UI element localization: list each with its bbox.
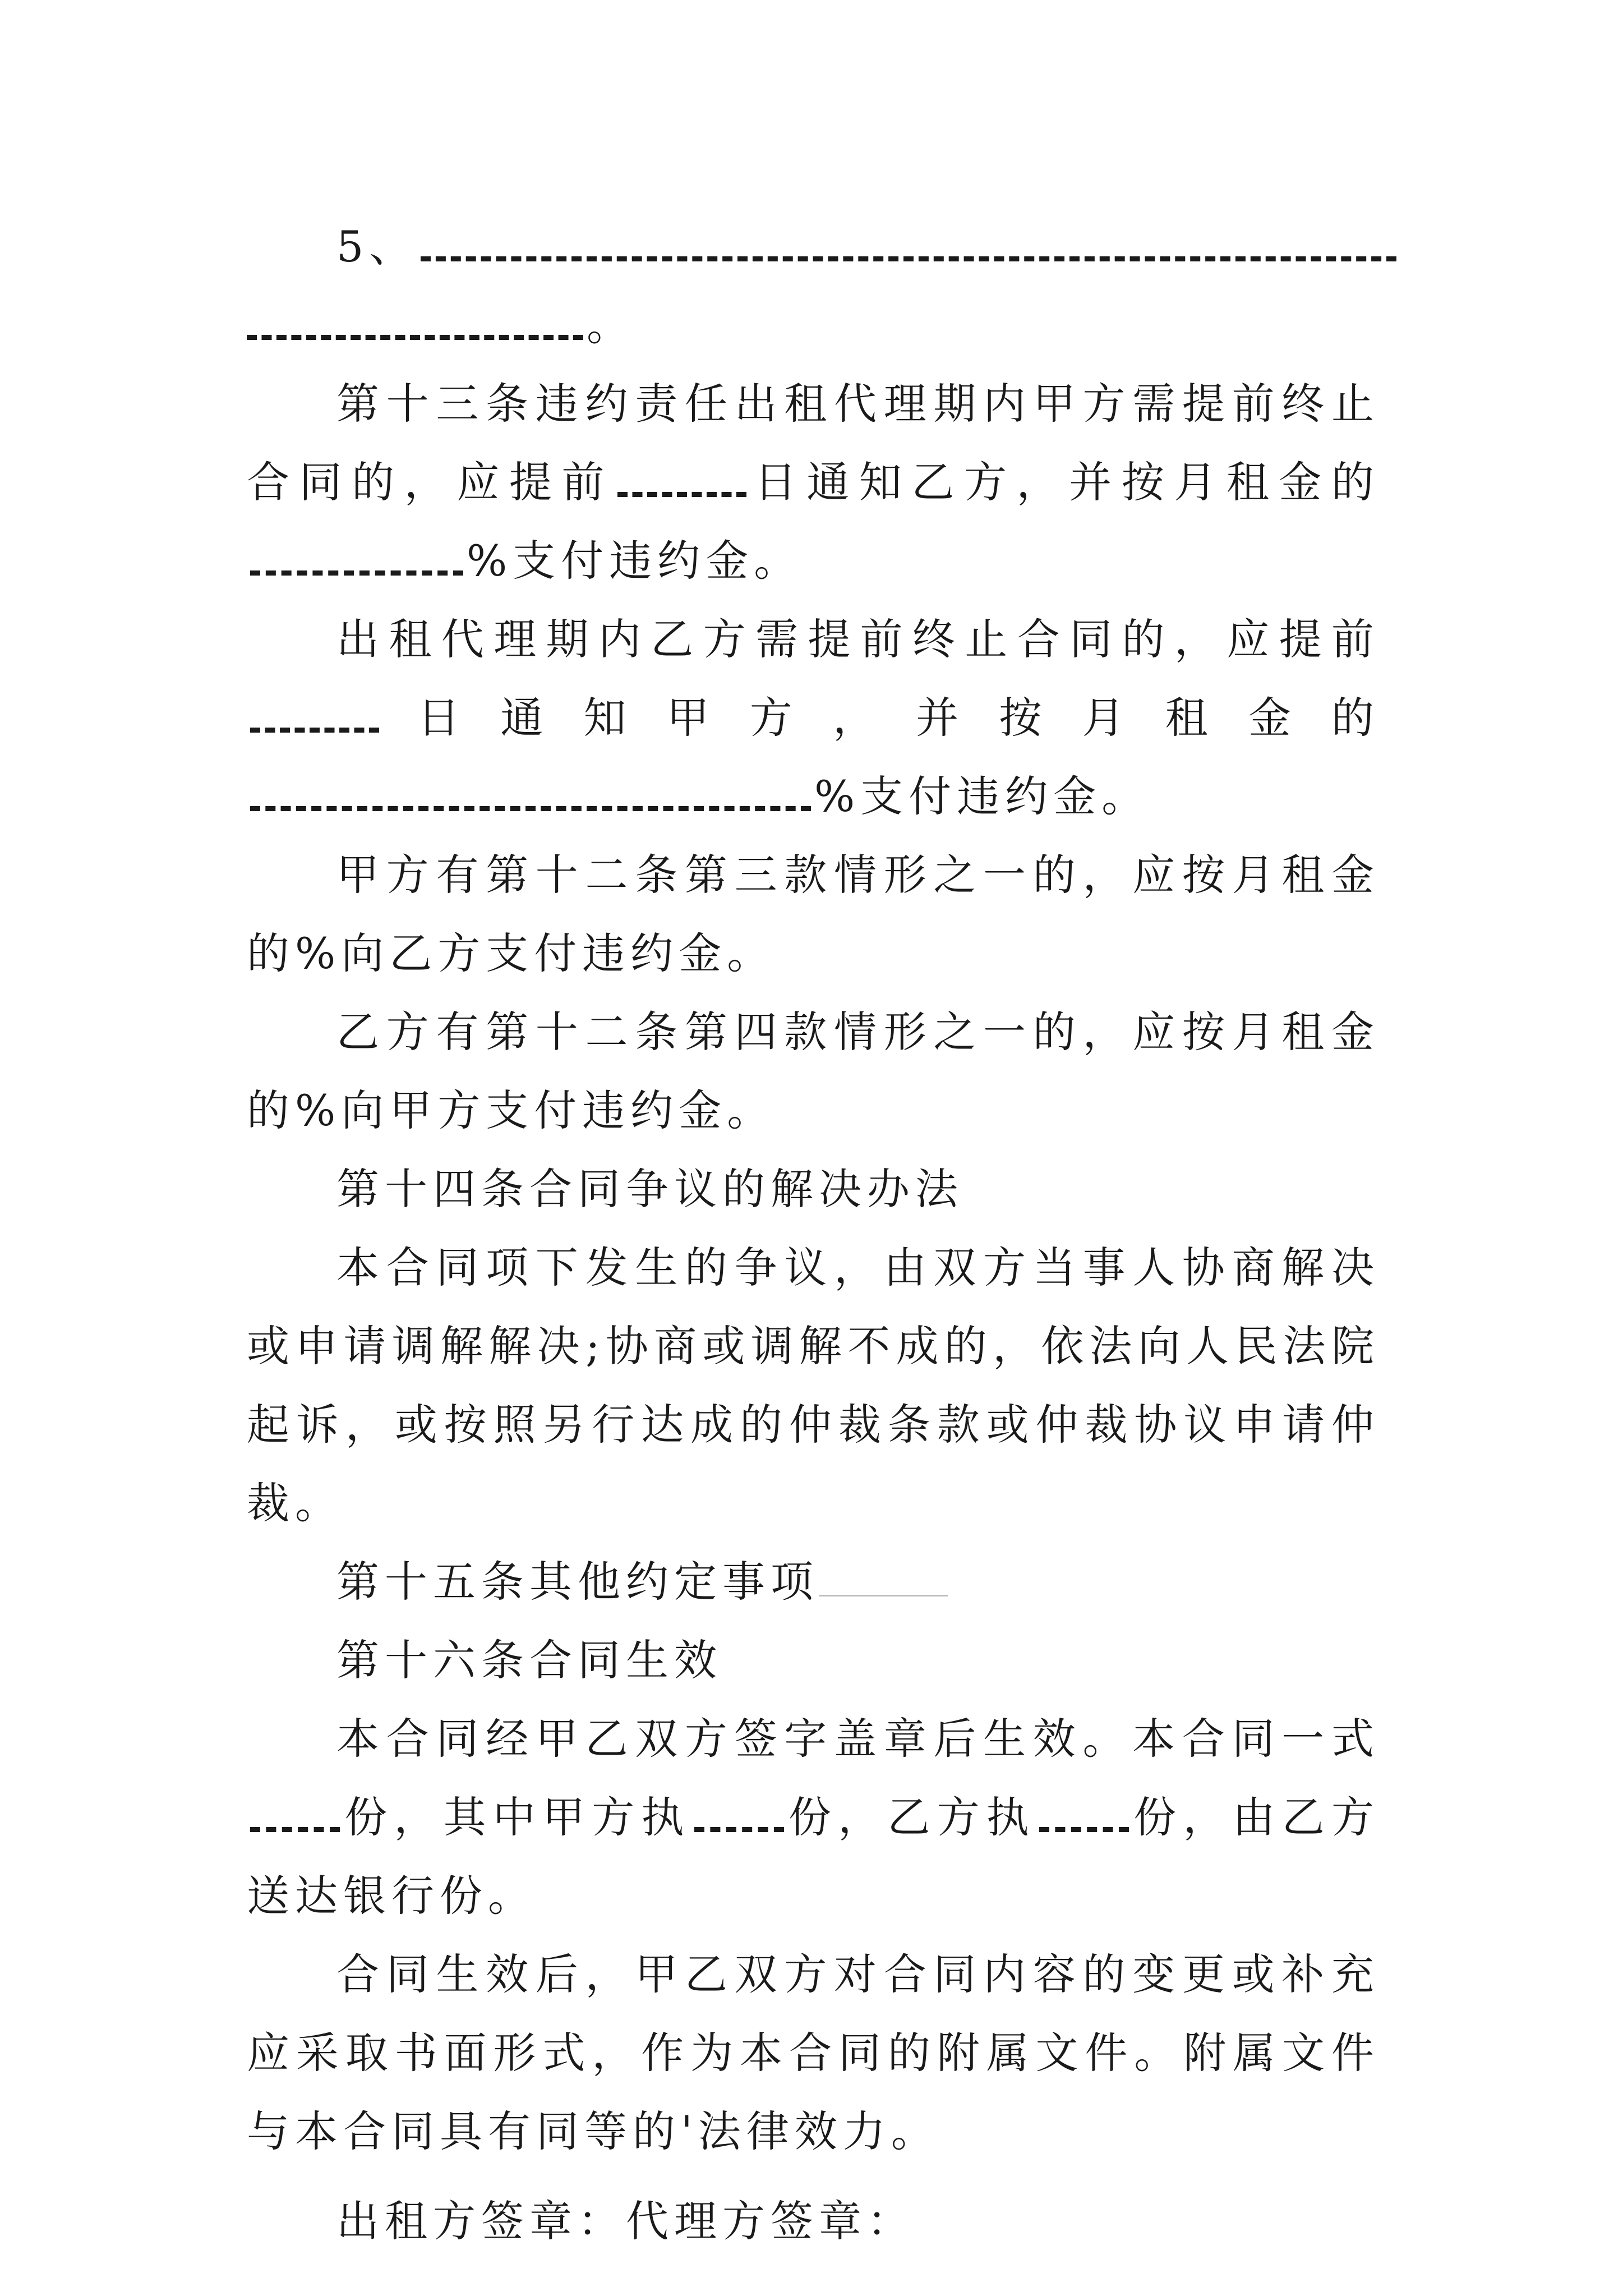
art16-paragraph-2: 合同生效后，甲乙双方对合同内容的变更或补充应采取书面形式，作为本合同的附属文件。附属文件与本合同具有同等的'法律效力。: [247, 1949, 1380, 2156]
art13-p1-text-b: 日通知乙方，并按月租金的: [750, 457, 1380, 507]
blank-other-terms: [819, 1561, 948, 1596]
art16-p1-text-c: 份，乙方执: [787, 1792, 1036, 1842]
blank-copies-party-a: [694, 1797, 784, 1832]
contract-text: [247, 208, 1380, 2261]
art13-p2-text-b: 日通知甲方，并按月租金的: [382, 693, 1380, 743]
blank-copies-party-b: [1039, 1797, 1129, 1832]
art16-paragraph-1: [247, 1700, 1380, 1935]
art14-body: 本合同项下发生的争议，由双方当事人协商解决或申请调解解决;协商或调解不成的，依法向人民法院起诉，或按照另行达成的仲裁条款或仲裁协议申请仲裁。: [247, 1243, 1380, 1528]
art13-p2-text-c: %支付违约金。: [814, 771, 1150, 821]
art13-p1-text-a: 第十三条违约责任出租代理期内甲方需提前终止合同的，应提前: [247, 379, 1380, 507]
blank-item5-a: [421, 226, 1396, 261]
item-5-line: [247, 208, 1380, 286]
art13-paragraph-1: [247, 365, 1380, 600]
blank-notice-days-b: [250, 697, 379, 733]
blank-item5-b: [247, 305, 583, 340]
blank-copies-total: [250, 1797, 340, 1832]
art16-p1-text-d: 份，由乙方送达银行份。: [247, 1792, 1380, 1921]
art15-title: 第十五条其他约定事项: [336, 1557, 819, 1607]
art13-paragraph-3: 甲方有第十二条第三款情形之一的，应按月租金的%向乙方支付违约金。: [247, 850, 1380, 978]
item-5-number: 5、: [336, 222, 418, 272]
blank-penalty-percent-b: [250, 776, 811, 811]
blank-penalty-percent-a: [250, 540, 463, 576]
blank-notice-days-a: [617, 462, 746, 497]
art14-title: 第十四条合同争议的解决办法: [336, 1164, 963, 1214]
signature-line: 出租方签章：代理方签章：: [336, 2196, 915, 2246]
item-5-end: 。: [587, 300, 635, 350]
art13-p2-text-a: 出租代理期内乙方需提前终止合同的，应提前: [336, 614, 1380, 664]
art13-paragraph-2: [247, 600, 1380, 836]
art13-p1-text-c: %支付违约金。: [467, 536, 803, 586]
art16-title: 第十六条合同生效: [336, 1635, 722, 1685]
art15-line: [247, 1543, 1380, 1621]
art16-p1-text-a: 本合同经甲乙双方签字盖章后生效。本合同一式: [336, 1714, 1380, 1764]
art13-paragraph-4: 乙方有第十二条第四款情形之一的，应按月租金的%向甲方支付违约金。: [247, 1007, 1380, 1135]
item-5-line-continued: [247, 286, 1380, 365]
art16-p1-text-b: 份，其中甲方执: [343, 1792, 691, 1842]
